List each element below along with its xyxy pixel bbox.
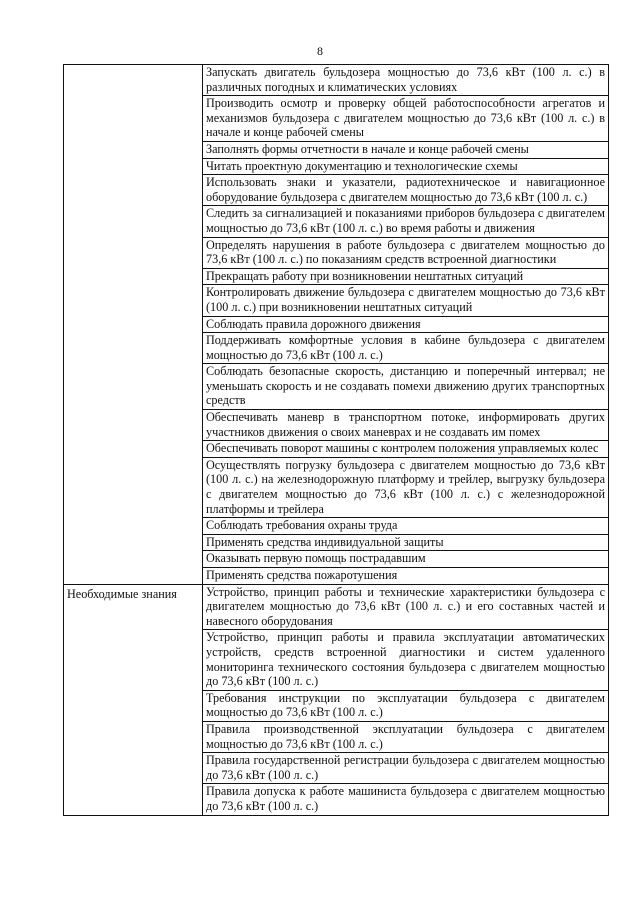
requirement-item: Оказывать первую помощь пострадавшим [203, 551, 609, 568]
requirement-item: Заполнять формы отчетности в начале и конце рабочей смены [203, 141, 609, 158]
requirement-item: Устройство, принцип работы и технические характеристики бульдозера с двигателем мощностью до 73,6 кВт (100 л. с.) и его составных частей и навесного оборудования [203, 584, 609, 630]
requirement-item: Правила производственной эксплуатации бульдозера с двигателем мощностью до 73,6 кВт (100 л. с.) [203, 721, 609, 752]
requirement-item: Поддерживать комфортные условия в кабине бульдозера с двигателем мощностью до 73,6 кВт (100 л. с.) [203, 333, 609, 364]
requirement-item: Правила государственной регистрации бульдозера с двигателем мощностью до 73,6 кВт (100 л. с.) [203, 753, 609, 784]
requirement-item: Прекращать работу при возникновении нештатных ситуаций [203, 268, 609, 285]
requirement-item: Обеспечивать поворот машины с контролем положения управляемых колес [203, 441, 609, 458]
section-label: Необходимые знания [67, 586, 177, 601]
page-number: 8 [317, 44, 323, 58]
skills-row [64, 65, 609, 96]
requirement-item: Применять средства пожаротушения [203, 568, 609, 585]
requirement-item: Применять средства индивидуальной защиты [203, 534, 609, 551]
requirement-item: Использовать знаки и указатели, радиотехническое и навигационное оборудование бульдозера с двигателем мощностью до 73,6 кВт (100 л. с.) [203, 175, 609, 206]
requirement-item: Определять нарушения в работе бульдозера с двигателем мощностью до 73,6 кВт (100 л. с.) по показаниям средств встроенной диагностики [203, 237, 609, 268]
competency-table [63, 64, 609, 816]
requirement-item: Соблюдать безопасные скорость, дистанцию и поперечный интервал; не уменьшать скорость и не создавать помехи движению других транспортных средств [203, 364, 609, 410]
requirement-item: Соблюдать правила дорожного движения [203, 316, 609, 333]
section-label [67, 65, 199, 67]
requirement-item: Соблюдать требования охраны труда [203, 518, 609, 535]
requirement-item: Обеспечивать маневр в транспортном потоке, информировать других участников движения о своих маневрах и не создавать им помех [203, 410, 609, 441]
requirement-item: Производить осмотр и проверку общей работоспособности агрегатов и механизмов бульдозера с двигателем мощностью до 73,6 кВт (100 л. с.) в начале и конце рабочей смены [203, 96, 609, 142]
requirement-item: Осуществлять погрузку бульдозера с двигателем мощностью до 73,6 кВт (100 л. с.) на железнодорожную платформу и трейлер, выгрузку бульдозера с двигателем мощностью до 73,6 кВт (100 л. с.) с железнодорожной платформы и трейлера [203, 457, 609, 517]
requirement-item: Устройство, принцип работы и правила эксплуатации автоматических устройств, средств встроенной диагностики и систем удаленного мониторинга технического состояния бульдозера с двигателем мощностью до 73,6 кВт (100 л. с.) [203, 630, 609, 690]
requirement-item: Правила допуска к работе машиниста бульдозера с двигателем мощностью до 73,6 кВт (100 л. с.) [203, 784, 609, 815]
requirement-item: Требования инструкции по эксплуатации бульдозера с двигателем мощностью до 73,6 кВт (100 л. с.) [203, 690, 609, 721]
requirement-item: Читать проектную документацию и технологические схемы [203, 158, 609, 175]
requirement-item: Следить за сигнализацией и показаниями приборов бульдозера с двигателем мощностью до 73,6 кВт (100 л. с.) во время работы и движения [203, 206, 609, 237]
skills_section-label-cell [64, 65, 203, 585]
requirement-item: Запускать двигатель бульдозера мощностью до 73,6 кВт (100 л. с.) в различных погодных и климатических условиях [203, 65, 609, 96]
knowledge_section-label-cell [64, 584, 203, 815]
knowledge-row [64, 584, 609, 630]
requirement-item: Контролировать движение бульдозера с двигателем мощностью до 73,6 кВт (100 л. с.) при возникновении нештатных ситуаций [203, 285, 609, 316]
